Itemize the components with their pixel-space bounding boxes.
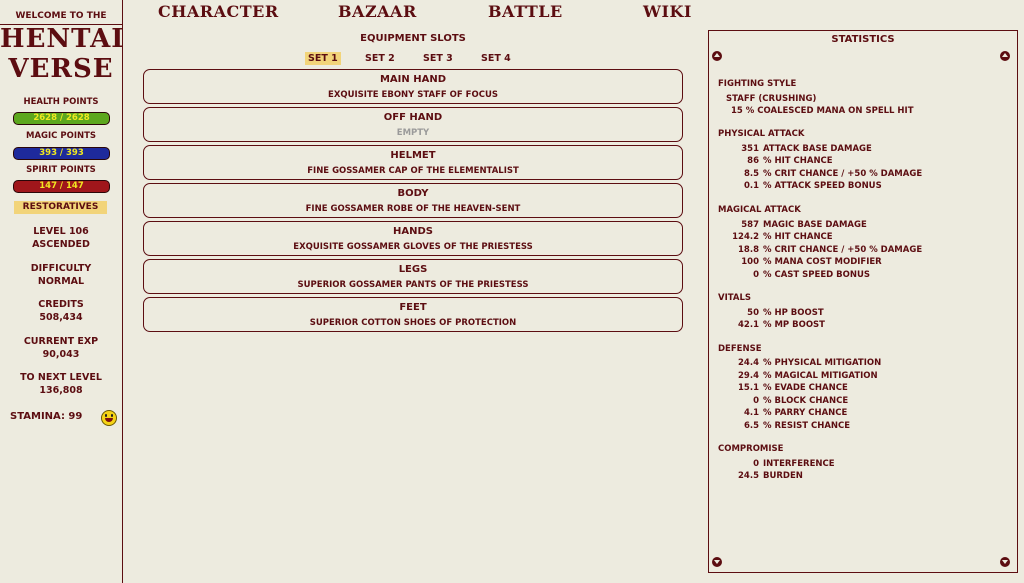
tab-set-3[interactable]: SET 3	[423, 53, 453, 64]
slot-main-hand[interactable]	[143, 69, 683, 104]
stat-row: 29.4 % MAGICAL MITIGATION	[738, 371, 878, 381]
difficulty-label: DIFFICULTY	[30, 263, 92, 274]
credits-label: CREDITS	[38, 299, 84, 310]
slot-item: EXQUISITE EBONY STAFF OF FOCUS	[328, 90, 498, 100]
slot-item: SUPERIOR GOSSAMER PANTS OF THE PRIESTESS	[297, 280, 529, 290]
slot-item: EMPTY	[396, 128, 430, 138]
stat-row: 351 ATTACK BASE DAMAGE	[741, 144, 872, 154]
slot-name: HANDS	[393, 226, 433, 237]
nav-battle[interactable]: BATTLE	[488, 2, 563, 21]
stat-row: 0 INTERFERENCE	[753, 459, 835, 469]
left-panel	[0, 0, 123, 583]
section-heading: DEFENSE	[718, 344, 762, 354]
welcome-text: WELCOME TO THE	[15, 11, 107, 21]
slot-item: SUPERIOR COTTON SHOES OF PROTECTION	[309, 318, 517, 328]
logo-line-2: VERSE	[8, 54, 114, 84]
stat-row: 100 % MANA COST MODIFIER	[741, 257, 882, 267]
scroll-up-icon[interactable]	[1000, 51, 1010, 61]
slot-body[interactable]	[143, 183, 683, 218]
slot-feet[interactable]	[143, 297, 683, 332]
exp-label: CURRENT EXP	[23, 336, 99, 347]
slot-name: LEGS	[398, 264, 428, 275]
tab-set-1[interactable]: SET 1	[305, 52, 341, 65]
section-heading: MAGICAL ATTACK	[718, 205, 801, 215]
equipment-title: EQUIPMENT SLOTS	[360, 33, 466, 44]
stat-row: 587 MAGIC BASE DAMAGE	[741, 220, 867, 230]
scroll-down-icon[interactable]	[712, 557, 722, 567]
slot-item: FINE GOSSAMER ROBE OF THE HEAVEN-SENT	[305, 204, 521, 214]
spirit-label: SPIRIT POINTS	[26, 165, 96, 175]
scroll-up-icon[interactable]	[712, 51, 722, 61]
section-heading: PHYSICAL ATTACK	[718, 129, 805, 139]
stat-row: 6.5 % RESIST CHANCE	[743, 421, 851, 431]
nav-character[interactable]: CHARACTER	[158, 2, 279, 21]
stat-row: 86 % HIT CHANCE	[747, 156, 833, 166]
stat-row: 8.5 % CRIT CHANCE / +50 % DAMAGE	[743, 169, 923, 179]
stamina-text: STAMINA: 99	[10, 411, 83, 422]
next-level-value: 136,808	[39, 385, 83, 396]
statistics-panel	[708, 30, 1018, 573]
slot-item: EXQUISITE GOSSAMER GLOVES OF THE PRIESTESS	[293, 242, 533, 252]
section-heading: VITALS	[718, 293, 751, 303]
stat-row: 50 % HP BOOST	[747, 308, 824, 318]
slot-name: BODY	[397, 188, 429, 199]
slot-name: FEET	[399, 302, 427, 313]
stat-row: 42.1 % MP BOOST	[738, 320, 825, 330]
statistics-title: STATISTICS	[831, 34, 895, 45]
slot-hands[interactable]	[143, 221, 683, 256]
stat-row: 0.1 % ATTACK SPEED BONUS	[743, 181, 882, 191]
stat-row: 18.8 % CRIT CHANCE / +50 % DAMAGE	[738, 245, 923, 255]
fighting-style-weapon: STAFF (CRUSHING)	[726, 94, 817, 104]
nav-wiki[interactable]: WIKI	[643, 2, 692, 21]
slot-off-hand[interactable]	[143, 107, 683, 142]
stat-row: 0 % CAST SPEED BONUS	[753, 270, 870, 280]
slot-helmet[interactable]	[143, 145, 683, 180]
stat-row: 0 % BLOCK CHANCE	[753, 396, 849, 406]
spirit-bar: 147 / 147	[13, 180, 110, 193]
stat-row: 15.1 % EVADE CHANCE	[738, 383, 848, 393]
fighting-style-bonus: 15 % COALESCED MANA ON SPELL HIT	[731, 106, 914, 116]
tab-set-2[interactable]: SET 2	[365, 53, 395, 64]
level-text: LEVEL 106	[33, 226, 89, 237]
stat-row: 24.5 BURDEN	[738, 471, 803, 481]
difficulty-value: NORMAL	[37, 276, 85, 287]
scroll-down-icon[interactable]	[1000, 557, 1010, 567]
credits-value: 508,434	[39, 312, 83, 323]
magic-label: MAGIC POINTS	[25, 131, 97, 141]
section-heading: COMPROMISE	[718, 444, 784, 454]
rank-text: ASCENDED	[32, 239, 90, 250]
slot-name: OFF HAND	[383, 112, 443, 123]
health-label: HEALTH POINTS	[23, 97, 99, 107]
slot-legs[interactable]	[143, 259, 683, 294]
slot-name: HELMET	[390, 150, 436, 161]
magic-bar: 393 / 393	[13, 147, 110, 160]
nav-bazaar[interactable]: BAZAAR	[338, 2, 417, 21]
section-heading: FIGHTING STYLE	[718, 79, 797, 89]
restoratives-button[interactable]: RESTORATIVES	[14, 201, 107, 214]
stat-row: 124.2 % HIT CHANCE	[732, 232, 833, 242]
tab-set-4[interactable]: SET 4	[481, 53, 511, 64]
next-level-label: TO NEXT LEVEL	[20, 372, 102, 383]
exp-value: 90,043	[42, 349, 80, 360]
health-bar: 2628 / 2628	[13, 112, 110, 125]
slot-item: FINE GOSSAMER CAP OF THE ELEMENTALIST	[307, 166, 519, 176]
stat-row: 24.4 % PHYSICAL MITIGATION	[738, 358, 882, 368]
logo-line-1: HENTAI	[0, 24, 125, 54]
smiley-icon	[101, 410, 117, 426]
stat-row: 4.1 % PARRY CHANCE	[743, 408, 848, 418]
slot-name: MAIN HAND	[379, 74, 447, 85]
